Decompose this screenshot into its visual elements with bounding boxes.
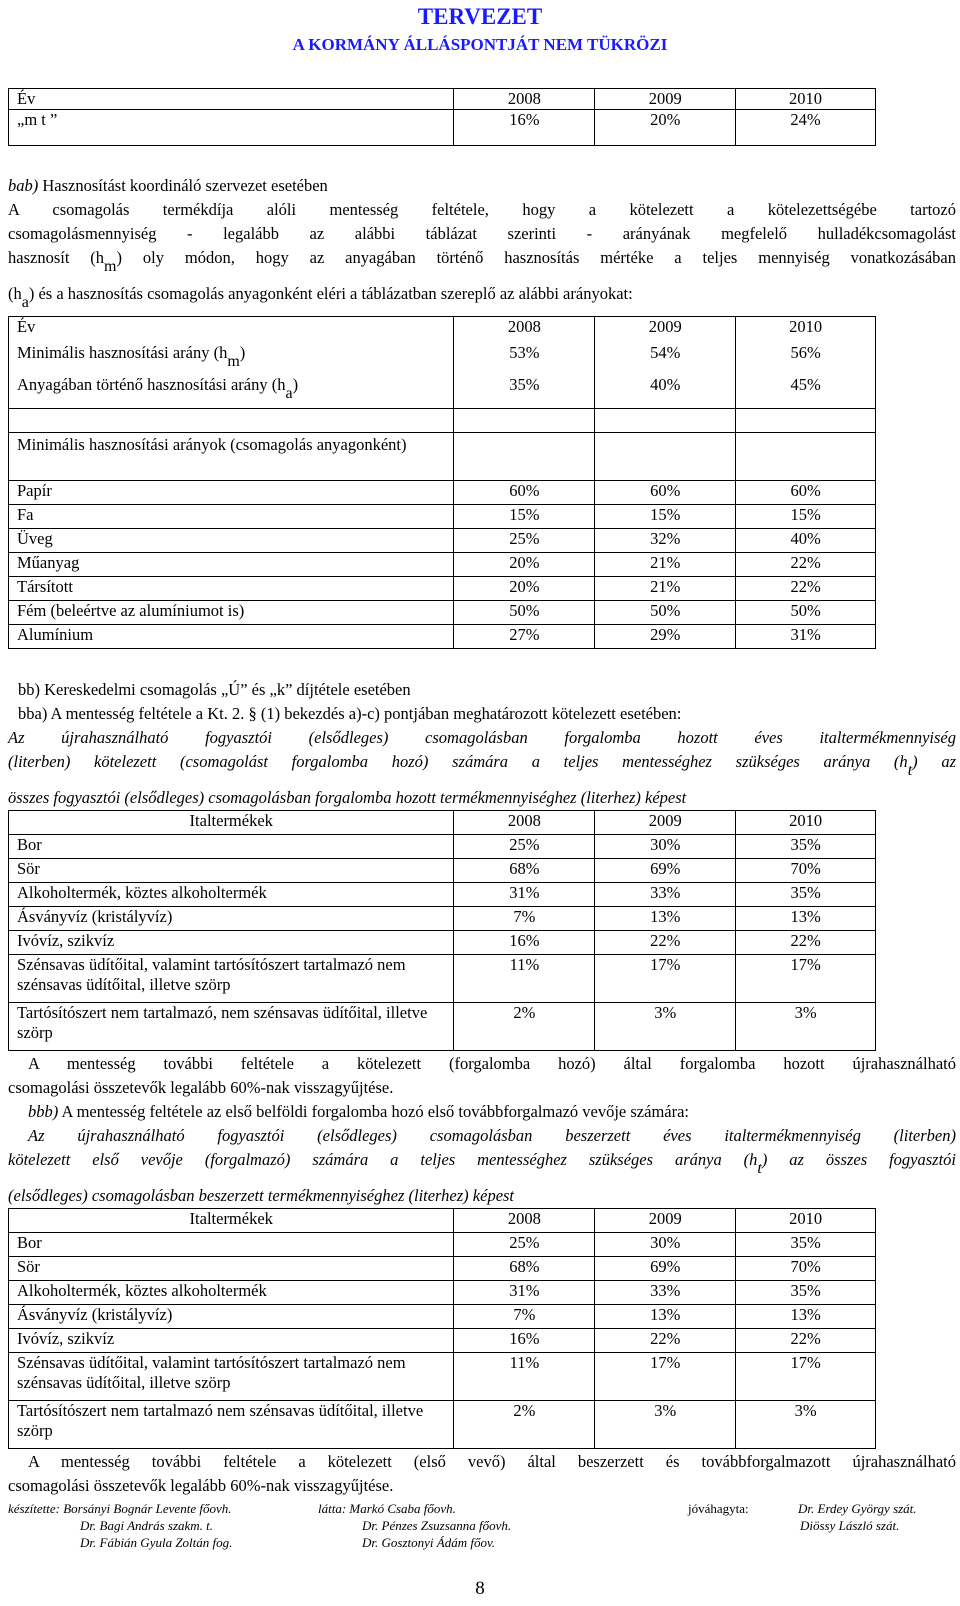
- table-row: Ivóvíz, szikvíz 16% 22% 22%: [9, 1329, 876, 1353]
- table-row: Tartósítószert nem tartalmazó, nem szénsavas üdítőital, illetve szörp 2% 3% 3%: [9, 1003, 876, 1051]
- bab-paragraph-line: (ha) és a hasznosítás csomagolás anyagonként eléri a táblázatban szereplő az alábbi arányokat:: [8, 284, 633, 311]
- table-row: Alumínium 27% 29% 31%: [9, 625, 876, 649]
- table-beverages-producer: [8, 810, 876, 1051]
- table-row: [9, 89, 876, 110]
- table-cell: „m t ”: [9, 110, 454, 146]
- footer-approved-label: jóváhagyta:: [688, 1501, 749, 1516]
- bba-heading: bba) A mentesség feltétele a Kt. 2. § (1) bekezdés a)-c) pontjában meghatározott kötelezett esetében:: [18, 704, 682, 723]
- table-row: Szénsavas üdítőital, valamint tartósítószert tartalmazó nem szénsavas üdítőital, illetve szörp 11% 17% 17%: [9, 1353, 876, 1401]
- table-row: Fém (beleértve az alumíniumot is) 50% 50% 50%: [9, 601, 876, 625]
- table-row: [9, 409, 876, 433]
- table-row: Ásványvíz (kristályvíz) 7% 13% 13%: [9, 907, 876, 931]
- table-row: Italtermékek 2008 2009 2010: [9, 811, 876, 835]
- table-row: Alkoholtermék, köztes alkoholtermék 31% 33% 35%: [9, 883, 876, 907]
- table-material-rates: [8, 316, 876, 649]
- bbb-paragraph-line: kötelezett első vevője (forgalmazó) számára a teljes mentességhez szükséges aránya (ht) az összes fogyasztói: [8, 1150, 956, 1177]
- table-row: Ivóvíz, szikvíz 16% 22% 22%: [9, 931, 876, 955]
- table-row: Társított 20% 21% 22%: [9, 577, 876, 601]
- footer-prepared-by: készítette: Borsányi Bognár Levente főovh. Dr. Bagi András szakm. t. Dr. Fábián Gyula Zoltán fog.: [8, 1501, 233, 1550]
- bba-paragraph-line: (literben) kötelezett (csomagolást forgalomba hozó) számára a teljes mentességhez szükséges aránya (ht) az: [8, 752, 956, 779]
- table-row: [9, 110, 876, 146]
- bab-paragraph-line: A csomagolás termékdíja alóli mentesség feltétele, hogy a kötelezett a kötelezettségébe tartozó: [8, 200, 956, 219]
- table-row: Papír 60% 60% 60%: [9, 481, 876, 505]
- table-row: Sör 68% 69% 70%: [9, 859, 876, 883]
- bb-heading: bb) Kereskedelmi csomagolás „Ú” és „k” díjtétele esetében: [18, 680, 411, 699]
- table-row: Sör 68% 69% 70%: [9, 1257, 876, 1281]
- table-row: Műanyag 20% 21% 22%: [9, 553, 876, 577]
- footer-reviewed-by: látta: Markó Csaba főovh. Dr. Pénzes Zsuzsanna főovh. Dr. Gosztonyi Ádám főov.: [318, 1501, 512, 1550]
- table-row: Anyagában történő hasznosítási arány (ha) 35% 40% 45%: [9, 375, 876, 409]
- bab-heading: bab) Hasznosítást koordináló szervezet esetében: [8, 176, 328, 195]
- draft-subtitle: A KORMÁNY ÁLLÁSPONTJÁT NEM TÜKRÖZI: [292, 35, 668, 54]
- paragraph-line: csomagolási összetevők legalább 60%-nak visszagyűjtése.: [8, 1476, 394, 1495]
- bba-paragraph-line: összes fogyasztói (elsődleges) csomagolásban forgalomba hozott termékmennyiséghez (literhez) képest: [8, 788, 687, 807]
- bbb-heading: bbb) A mentesség feltétele az első belföldi forgalomba hozó első továbbforgalmazó vevője számára:: [28, 1102, 690, 1121]
- table-row: Italtermékek 2008 2009 2010: [9, 1209, 876, 1233]
- table-row: Bor 25% 30% 35%: [9, 835, 876, 859]
- table-row: Üveg 25% 32% 40%: [9, 529, 876, 553]
- page-number: 8: [475, 1578, 485, 1599]
- table-cell: 20%: [595, 110, 736, 146]
- table-row: Bor 25% 30% 35%: [9, 1233, 876, 1257]
- bbb-paragraph-line: Az újrahasználható fogyasztói (elsődleges) csomagolásban beszerzett éves italtermékmennyiség (literben): [28, 1126, 956, 1145]
- table-cell: Év: [9, 89, 454, 110]
- bbb-paragraph-line: (elsődleges) csomagolásban beszerzett termékmennyiséghez (literhez) képest: [8, 1186, 515, 1205]
- table-row: Alkoholtermék, köztes alkoholtermék 31% 33% 35%: [9, 1281, 876, 1305]
- table-cell: 2009: [595, 89, 736, 110]
- draft-title: TERVEZET: [417, 4, 543, 29]
- bba-paragraph-line: Az újrahasználható fogyasztói (elsődleges) csomagolásban forgalomba hozott éves italtermékmennyiség: [8, 728, 956, 747]
- paragraph-line: A mentesség további feltétele a kötelezett (első vevő) által beszerzett és továbbforgalmazott újrahasználható: [28, 1452, 956, 1471]
- table-row: Fa 15% 15% 15%: [9, 505, 876, 529]
- table-row: Szénsavas üdítőital, valamint tartósítószert tartalmazó nem szénsavas üdítőital, illetve szörp 11% 17% 17%: [9, 955, 876, 1003]
- bab-paragraph-line: hasznosít (hm) oly módon, hogy az anyagában történő hasznosítás mértéke a teljes mennyiség vonatkozásában: [8, 248, 956, 275]
- footer-approved-by: Dr. Erdey György szát. Diössy László szát.: [798, 1501, 917, 1533]
- table-row: Év 2008 2009 2010: [9, 317, 876, 343]
- table-mt: [8, 88, 876, 146]
- table-row: Minimális hasznosítási arány (hm) 53% 54% 56%: [9, 343, 876, 375]
- bab-paragraph-line: csomagolásmennyiség - legalább az alábbi táblázat szerinti - arányának megfelelő hulladékcsomagolást: [8, 224, 956, 243]
- table-row: Minimális hasznosítási arányok (csomagolás anyagonként): [9, 433, 876, 481]
- table-cell: 2008: [454, 89, 595, 110]
- table-row: Ásványvíz (kristályvíz) 7% 13% 13%: [9, 1305, 876, 1329]
- table-beverages-buyer: [8, 1208, 876, 1449]
- table-cell: 16%: [454, 110, 595, 146]
- table-cell: 24%: [736, 110, 876, 146]
- table-cell: 2010: [736, 89, 876, 110]
- paragraph-line: csomagolási összetevők legalább 60%-nak visszagyűjtése.: [8, 1078, 394, 1097]
- paragraph-line: A mentesség további feltétele a kötelezett (forgalomba hozó) által forgalomba hozott újrahasználható: [28, 1054, 956, 1073]
- table-row: Tartósítószert nem tartalmazó nem szénsavas üdítőital, illetve szörp 2% 3% 3%: [9, 1401, 876, 1449]
